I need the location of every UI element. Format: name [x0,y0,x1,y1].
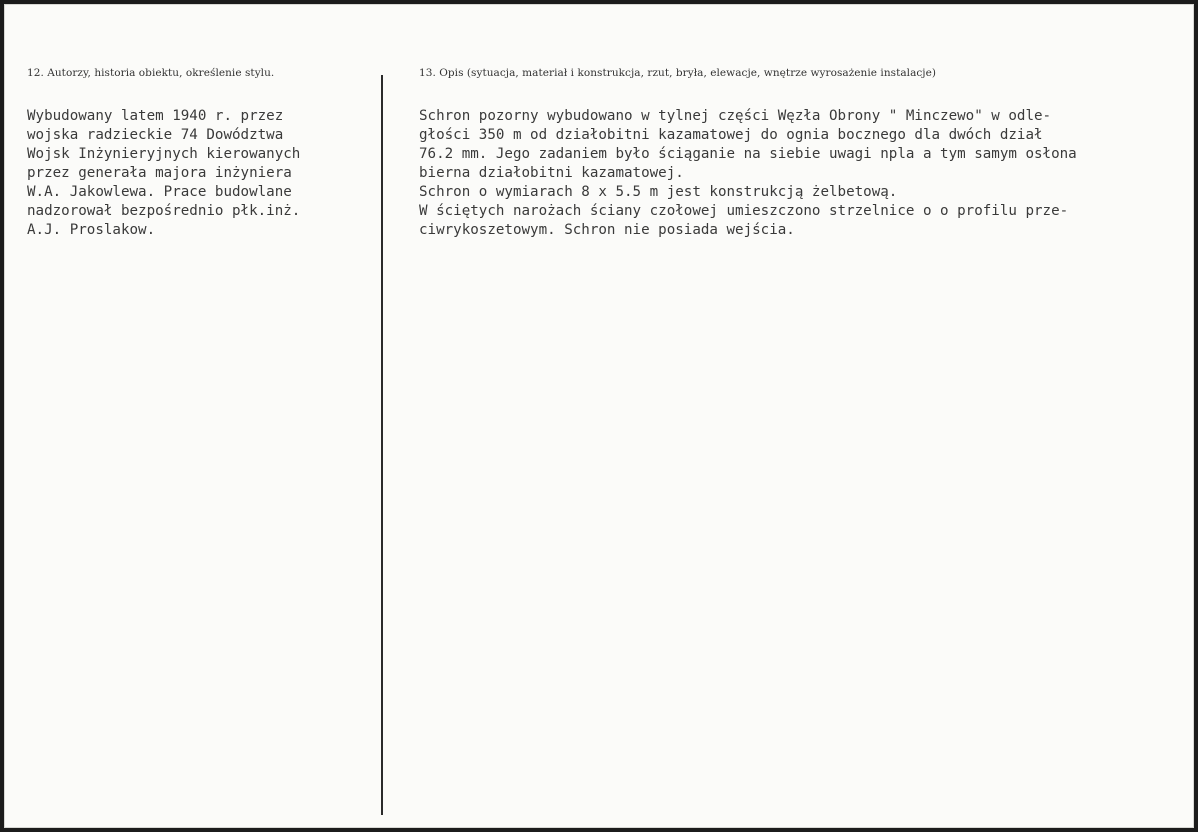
section-13-line: Schron o wymiarach 8 x 5.5 m jest konstrukcją żelbetową. [419,184,898,200]
section-13-line: Schron pozorny wybudowano w tylnej części Węzła Obrony " Minczewo" w odle- [419,108,1052,124]
section-12-line: nadzorował bezpośrednio płk.inż. [27,203,301,219]
document-sheet [4,4,1194,828]
section-13-line: głości 350 m od działobitni kazamatowej do ognia bocznego dla dwóch dział [419,127,1043,143]
section-13-text [419,107,1179,240]
section-12-line: przez generała majora inżyniera [27,165,292,181]
section-12-line: wojska radzieckie 74 Dowództwa [27,127,284,143]
section-12-line: W.A. Jakowlewa. Prace budowlane [27,184,292,200]
section-12-line: A.J. Proslakow. [27,222,156,238]
section-13-line: W ściętych narożach ściany czołowej umieszczono strzelnice o o profilu prze- [419,203,1069,219]
section-13-line: 76.2 mm. Jego zadaniem było ściąganie na siebie uwagi npla a tym samym osłona [419,146,1077,162]
section-13-line: bierna działobitni kazamatowej. [419,165,684,181]
section-12-heading: 12. Autorzy, historia obiektu, określenie stylu. [27,67,275,79]
section-12-column [27,67,372,240]
section-13-column [419,67,1179,240]
section-13-line: ciwrykoszetowym. Schron nie posiada wejścia. [419,222,795,238]
column-divider [381,75,383,815]
section-12-text [27,107,372,240]
section-13-heading: 13. Opis (sytuacja, materiał i konstrukcja, rzut, bryła, elewacje, wnętrze wyrosażenie instalacje) [419,67,937,79]
section-12-line: Wybudowany latem 1940 r. przez [27,108,284,124]
section-12-line: Wojsk Inżynieryjnych kierowanych [27,146,301,162]
